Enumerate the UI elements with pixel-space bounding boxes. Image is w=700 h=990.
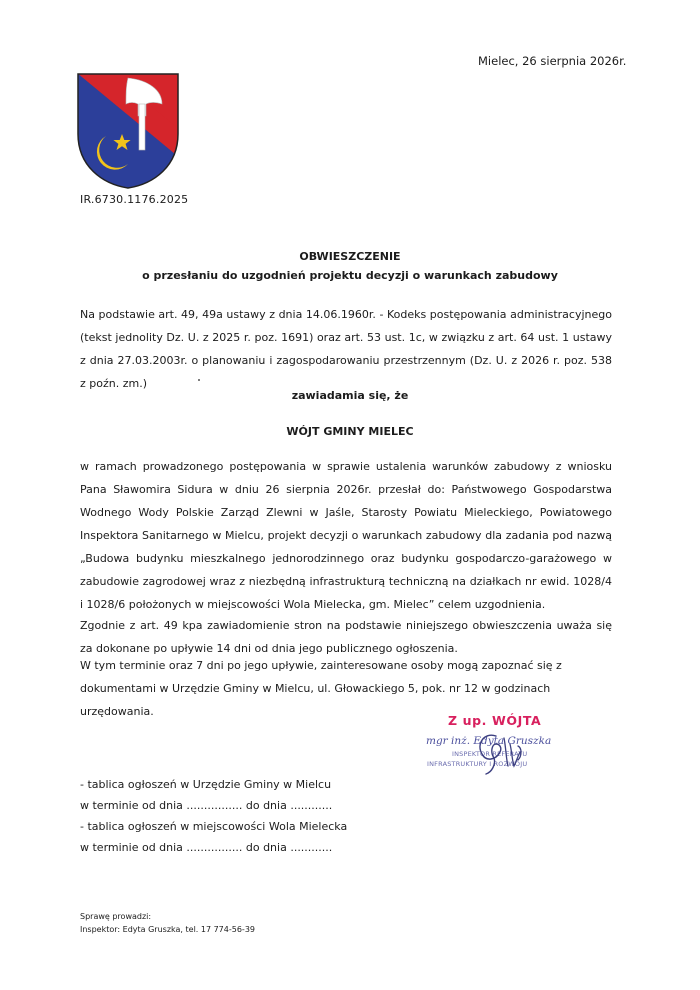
body-paragraph: w ramach prowadzonego postępowania w sprawie ustalenia warunków zabudowy z wniosku Pana Sławomira Sidura w dniu 26 sierpnia 2026r. przesłał do: Państwowego Gospodarstwa Wodnego Wody Polskie Zarząd Zlewni w Jaśle, Starosty Powiatu Mieleckiego, Powiatowego Inspektora Sanitarnego w Mielcu, projekt decyzji o warunkach zabudowy dla zadania pod nazwą „Budowa budynku mieszkalnego jednorodzinnego oraz budynku gospodarczo-garażowego w zabudowie zagrodowej wraz z niezbędną infrastrukturą techniczną na działkach nr ewid. 1028/4 i 1028/6 położonych w miejscowości Wola Mielecka, gm. Mielec” celem uzgodnienia.: [80, 460, 612, 611]
authority-heading: WÓJT GMINY MIELEC: [286, 425, 414, 438]
access-paragraph: W tym terminie oraz 7 dni po jego upływie, zainteresowane osoby mogą zapoznać się z dokumentami w Urzędzie Gminy w Mielcu, ul. Głowackiego 5, pok. nr 12 w godzinach urzędowania.: [80, 659, 562, 718]
coat-of-arms: [76, 72, 180, 190]
announcement-line: zawiadamia się, że: [291, 389, 409, 402]
stamp-title: Z up. WÓJTA: [448, 713, 542, 728]
notice-title: OBWIESZCZENIE: [299, 250, 401, 263]
stamp-position-line1: INSPEKTOR REFERATU: [452, 750, 528, 758]
stamp-position-line2: INFRASTRUKTURY I ROZWOJU: [427, 760, 528, 768]
stamp-name: mgr inż. Edyta Gruszka: [426, 735, 552, 747]
posting-line-3: - tablica ogłoszeń w miejscowości Wola Mielecka: [80, 820, 348, 833]
place-date: Mielec, 26 sierpnia 2026r.: [478, 54, 627, 68]
handwritten-signature: [466, 722, 526, 778]
contact-label: Sprawę prowadzi:: [80, 912, 152, 921]
speck-mark: [198, 379, 200, 381]
official-stamp: [410, 708, 590, 798]
notice-subtitle: o przesłaniu do uzgodnień projektu decyzji o warunkach zabudowy: [142, 269, 558, 282]
effect-paragraph: Zgodnie z art. 49 kpa zawiadomienie stron na podstawie niniejszego obwieszczenia uważa się za dokonane po upływie 14 dni od dnia jego publicznego ogłoszenia.: [80, 619, 612, 655]
contact-officer: Inspektor: Edyta Gruszka, tel. 17 774-56-39: [80, 925, 255, 934]
posting-line-1: - tablica ogłoszeń w Urzędzie Gminy w Mielcu: [80, 778, 332, 791]
case-number: IR.6730.1176.2025: [80, 193, 189, 206]
legal-basis-paragraph: Na podstawie art. 49, 49a ustawy z dnia 14.06.1960r. - Kodeks postępowania administracyjnego (tekst jednolity Dz. U. z 2025 r. poz. 1691) oraz art. 53 ust. 1c, w związku z art. 64 ust. 1 ustawy z dnia 27.03.2003r. o planowaniu i zagospodarowaniu przestrzennym (Dz. U. z 2026 r. poz. 538 z poźn. zm.): [80, 308, 612, 390]
posting-line-2: w terminie od dnia ................ do dnia ............: [80, 799, 333, 812]
posting-line-4: w terminie od dnia ................ do dnia ............: [80, 841, 333, 854]
